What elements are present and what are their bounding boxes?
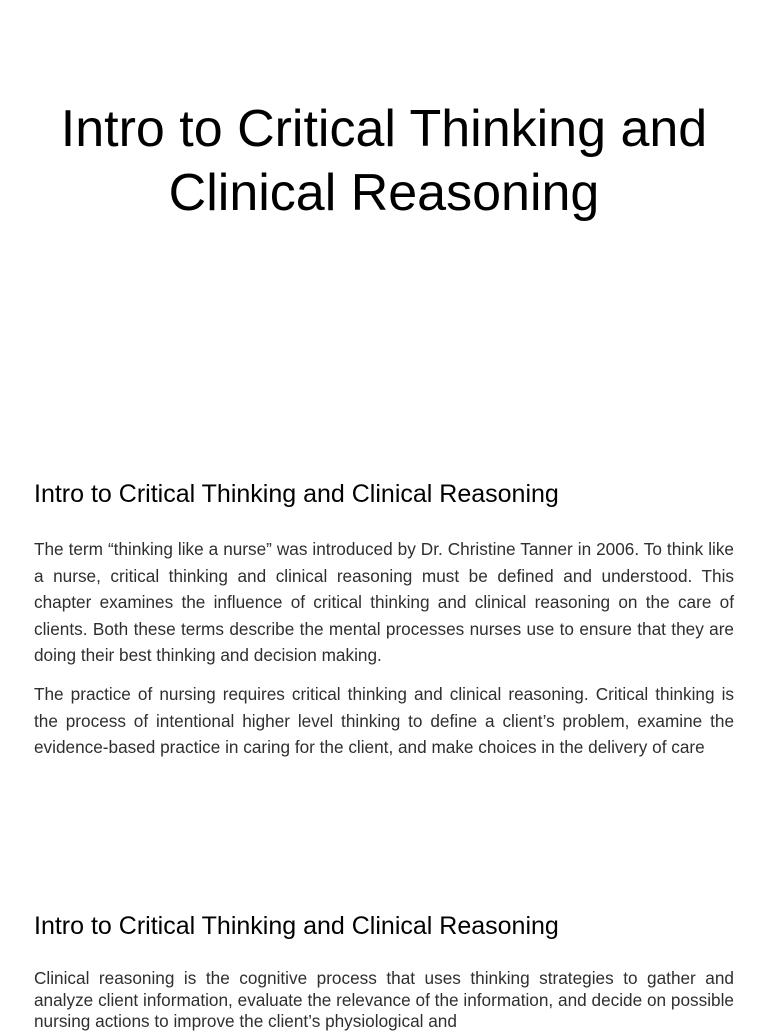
section-1-paragraph-1: The term “thinking like a nurse” was introduced by Dr. Christine Tanner in 2006. To think like a nurse, critical thinking and clinical reasoning must be defined and understood. This chapter examines the influence of critical thinking and clinical reasoning on the care of clients. Both these terms describe the mental processes nurses use to ensure that they are doing their best thinking and decision making. [34,539,734,666]
section-heading-2: Intro to Critical Thinking and Clinical Reasoning [34,912,559,940]
section-1-paragraph-2: The practice of nursing requires critical thinking and clinical reasoning. Critical thinking is the process of intentional higher level thinking to define a client’s problem, examine the evidence-based practice in caring for the client, and make choices in the delivery of care [34,684,734,758]
section-2-paragraph-1: Clinical reasoning is the cognitive process that uses thinking strategies to gather and analyze client information, evaluate the relevance of the information, and decide on possible nursing actions to improve the client’s physiological and [34,968,734,1031]
section-heading-1: Intro to Critical Thinking and Clinical Reasoning [34,480,559,508]
page-title: Intro to Critical Thinking and Clinical Reasoning [60,100,708,222]
